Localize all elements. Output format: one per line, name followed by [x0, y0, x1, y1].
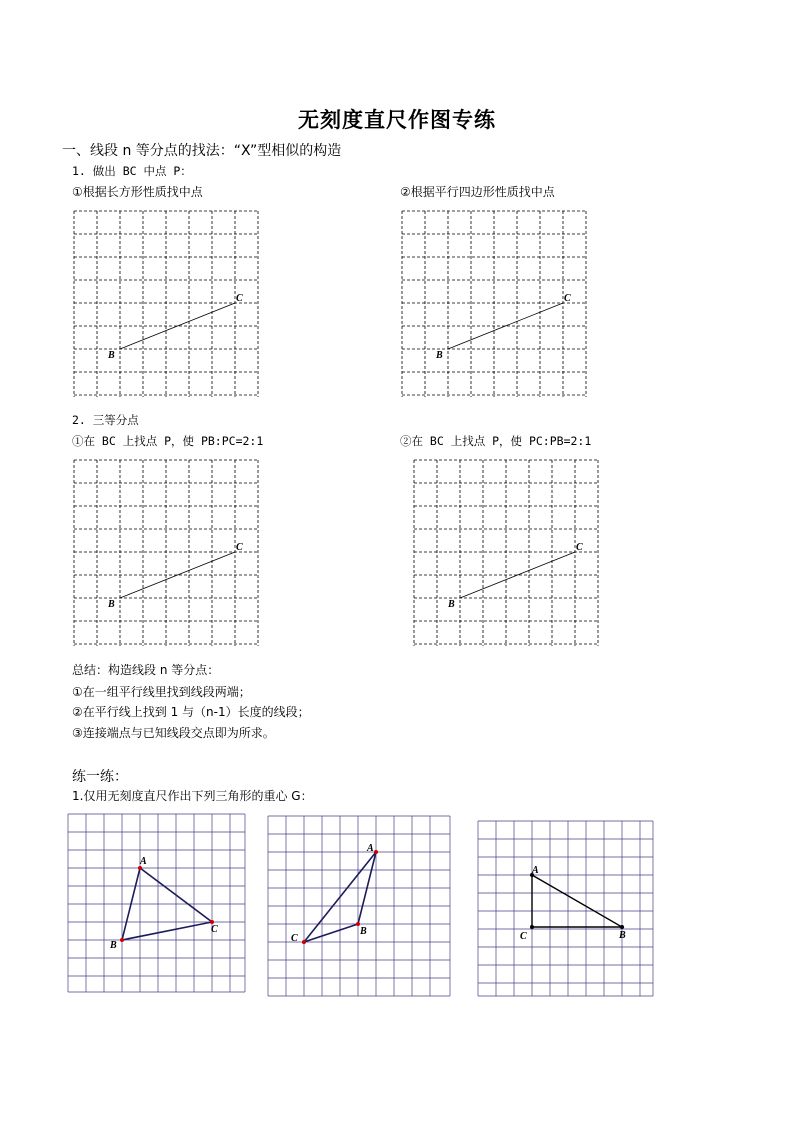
practice-heading: 练一练：	[72, 769, 128, 785]
dashed-grid	[414, 460, 598, 646]
point-label-b: B	[448, 599, 455, 610]
q2-right-caption: ②在 BC 上找点 P，使 PC:PB=2:1	[400, 434, 592, 448]
section1-heading: 一、线段 n 等分点的找法：“X”型相似的构造	[62, 143, 342, 159]
point-label-a: A	[532, 865, 539, 876]
q1-right-caption: ②根据平行四边形性质找中点	[400, 185, 555, 199]
q2-label: 2. 三等分点	[72, 413, 139, 427]
point-label-b: B	[108, 350, 115, 361]
grid-figure-q1-right	[394, 206, 594, 406]
point-label-b: B	[110, 940, 117, 951]
solid-grid	[478, 821, 653, 996]
summary-item-1: ①在一组平行线里找到线段两端；	[72, 685, 251, 699]
grid-figure-q2-left	[66, 455, 266, 655]
q1-label: 1. 做出 BC 中点 P：	[72, 164, 192, 178]
solid-grid	[268, 816, 450, 996]
dashed-grid	[74, 211, 258, 397]
segment-bc	[120, 303, 235, 349]
grid-figure-q2-right	[406, 455, 606, 655]
practice-grid-1	[66, 812, 248, 996]
point-label-c: C	[576, 542, 583, 553]
practice-grid-3	[476, 819, 656, 999]
vertex-a	[374, 850, 378, 854]
vertex-b	[120, 938, 124, 942]
summary-title: 总结：构造线段 n 等分点：	[72, 663, 220, 677]
page-title: 无刻度直尺作图专练	[298, 107, 496, 132]
summary-item-3: ③连接端点与已知线段交点即为所求。	[72, 726, 275, 740]
grid-figure-q1-left	[66, 206, 266, 406]
point-label-c: C	[211, 924, 218, 935]
solid-grid	[68, 814, 245, 992]
point-label-b: B	[108, 599, 115, 610]
point-label-c: C	[236, 293, 243, 304]
practice-grid-2	[266, 814, 452, 1000]
q1-left-caption: ①根据长方形性质找中点	[72, 185, 203, 199]
point-label-a: A	[140, 856, 147, 867]
point-label-b: B	[360, 926, 367, 937]
dashed-grid	[74, 460, 258, 646]
triangle-abc	[532, 875, 622, 927]
summary-item-2: ②在平行线上找到 1 与（n-1）长度的线段；	[72, 705, 310, 719]
segment-bc	[460, 552, 575, 598]
segment-bc	[448, 303, 563, 349]
practice-q1: 1.仅用无刻度直尺作出下列三角形的重心 G：	[72, 789, 313, 803]
dashed-grid	[402, 211, 586, 397]
point-label-c: C	[291, 933, 298, 944]
point-label-c: C	[564, 293, 571, 304]
point-label-b: B	[436, 350, 443, 361]
vertex-c	[530, 925, 534, 929]
segment-bc	[120, 552, 235, 598]
point-label-a: A	[367, 843, 374, 854]
vertex-c	[302, 940, 306, 944]
q2-left-caption: ①在 BC 上找点 P，使 PB:PC=2:1	[72, 434, 264, 448]
vertex-b	[620, 925, 624, 929]
point-label-c: C	[236, 542, 243, 553]
point-label-b: B	[619, 930, 626, 941]
point-label-c: C	[520, 931, 527, 942]
